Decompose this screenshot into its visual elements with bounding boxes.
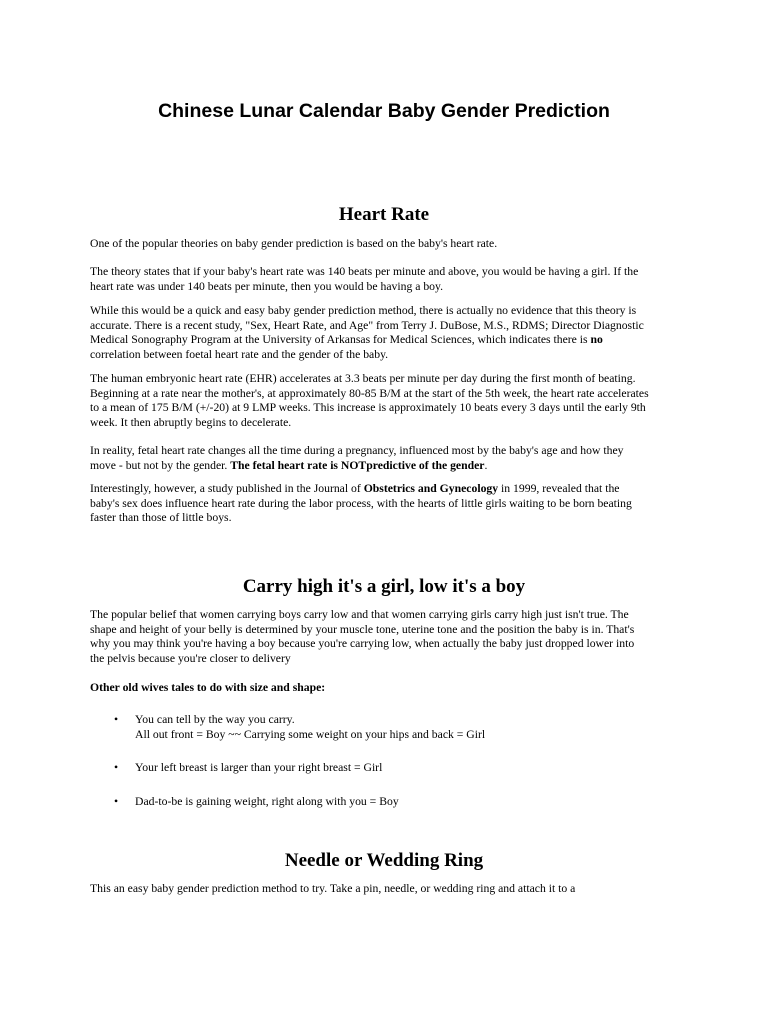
heart-rate-paragraph-3 xyxy=(90,304,650,362)
list-item-text: Your left breast is larger than your right breast = Girl xyxy=(135,761,383,774)
heart-rate-paragraph-6-tail: in 1999, revealed that the baby's sex does influence heart rate during the labor process, with the hearts of little girls waiting to be born beating faster than those of little boys. xyxy=(90,482,632,525)
heart-rate-paragraph-3-text: While this would be a quick and easy baby gender prediction method, there is actually no evidence that this theory is accurate. There is a recent study, "Sex, Heart Rate, and Age" from Terry J. DuBose, M.S., RDMS; Director Diagnostic Medical Sonography Program at the University of Arkansas for Medical Sciences, which indicates there is xyxy=(90,304,644,347)
bullet-marker: • xyxy=(114,761,119,774)
heart-rate-paragraph-1: One of the popular theories on baby gender prediction is based on the baby's heart rate. xyxy=(90,237,498,250)
heart-rate-paragraph-6-text: Interestingly, however, a study published in the Journal of xyxy=(90,482,364,495)
list-item-text xyxy=(135,713,645,742)
carry-paragraph-1: The popular belief that women carrying boys carry low and that women carrying girls carry high just isn't true. The shape and height of your belly is determined by your muscle tone, uterine tone and the position the baby is in. That's why you may think you're having a boy because you're carrying low, when actually the baby just dropped lower into the pelvis because you're closer to delivery xyxy=(90,608,635,665)
list-item-line: You can tell by the way you carry. xyxy=(135,713,295,726)
bullet-marker: • xyxy=(114,795,119,808)
carry-subheading: Other old wives tales to do with size and shape: xyxy=(90,681,326,694)
heart-rate-paragraph-3-emphasis: no xyxy=(590,333,603,347)
heart-rate-paragraph-2: The theory states that if your baby's heart rate was 140 beats per minute and above, you would be having a girl. If the heart rate was under 140 beats per minute, then you would be having a boy. xyxy=(90,265,639,293)
list-item-text: Dad-to-be is gaining weight, right along with you = Boy xyxy=(135,795,399,808)
heart-rate-paragraph-6 xyxy=(90,482,650,526)
heart-rate-paragraph-5-text: In reality, fetal heart rate changes all the time during a pregnancy, influenced most by the baby's age and how they move - but not by the gender. xyxy=(90,444,624,472)
heart-rate-paragraph-5-emphasis: The fetal heart rate is NOTpredictive of the gender xyxy=(230,458,485,472)
list-item-line: All out front = Boy ~~ Carrying some weight on your hips and back = Girl xyxy=(135,727,486,741)
heart-rate-paragraph-4: The human embryonic heart rate (EHR) accelerates at 3.3 beats per minute per day during the first month of beating. Beginning at a rate near the mother's, at approximately 80-85 B/M at the start of the 5th week, the heart rate accelerates to a mean of 175 B/M (+/-20) at 9 LMP weeks. This increase is approximately 10 beats every 3 days until the early 9th week. It then abruptly begins to decelerate. xyxy=(90,372,649,429)
heart-rate-heading: Heart Rate xyxy=(338,204,430,225)
heart-rate-paragraph-6-emphasis: Obstetrics and Gynecology xyxy=(363,482,499,495)
heart-rate-paragraph-3-tail: correlation between foetal heart rate and the gender of the baby. xyxy=(90,347,389,361)
carry-heading: Carry high it's a girl, low it's a boy xyxy=(242,576,526,597)
document-title: Chinese Lunar Calendar Baby Gender Prediction xyxy=(158,100,610,122)
heart-rate-paragraph-5-tail: . xyxy=(484,458,488,472)
needle-heading: Needle or Wedding Ring xyxy=(284,850,484,871)
bullet-marker: • xyxy=(114,713,119,726)
heart-rate-paragraph-5 xyxy=(90,444,650,473)
needle-paragraph-1: This an easy baby gender prediction method to try. Take a pin, needle, or wedding ring and attach it to a xyxy=(90,882,576,895)
